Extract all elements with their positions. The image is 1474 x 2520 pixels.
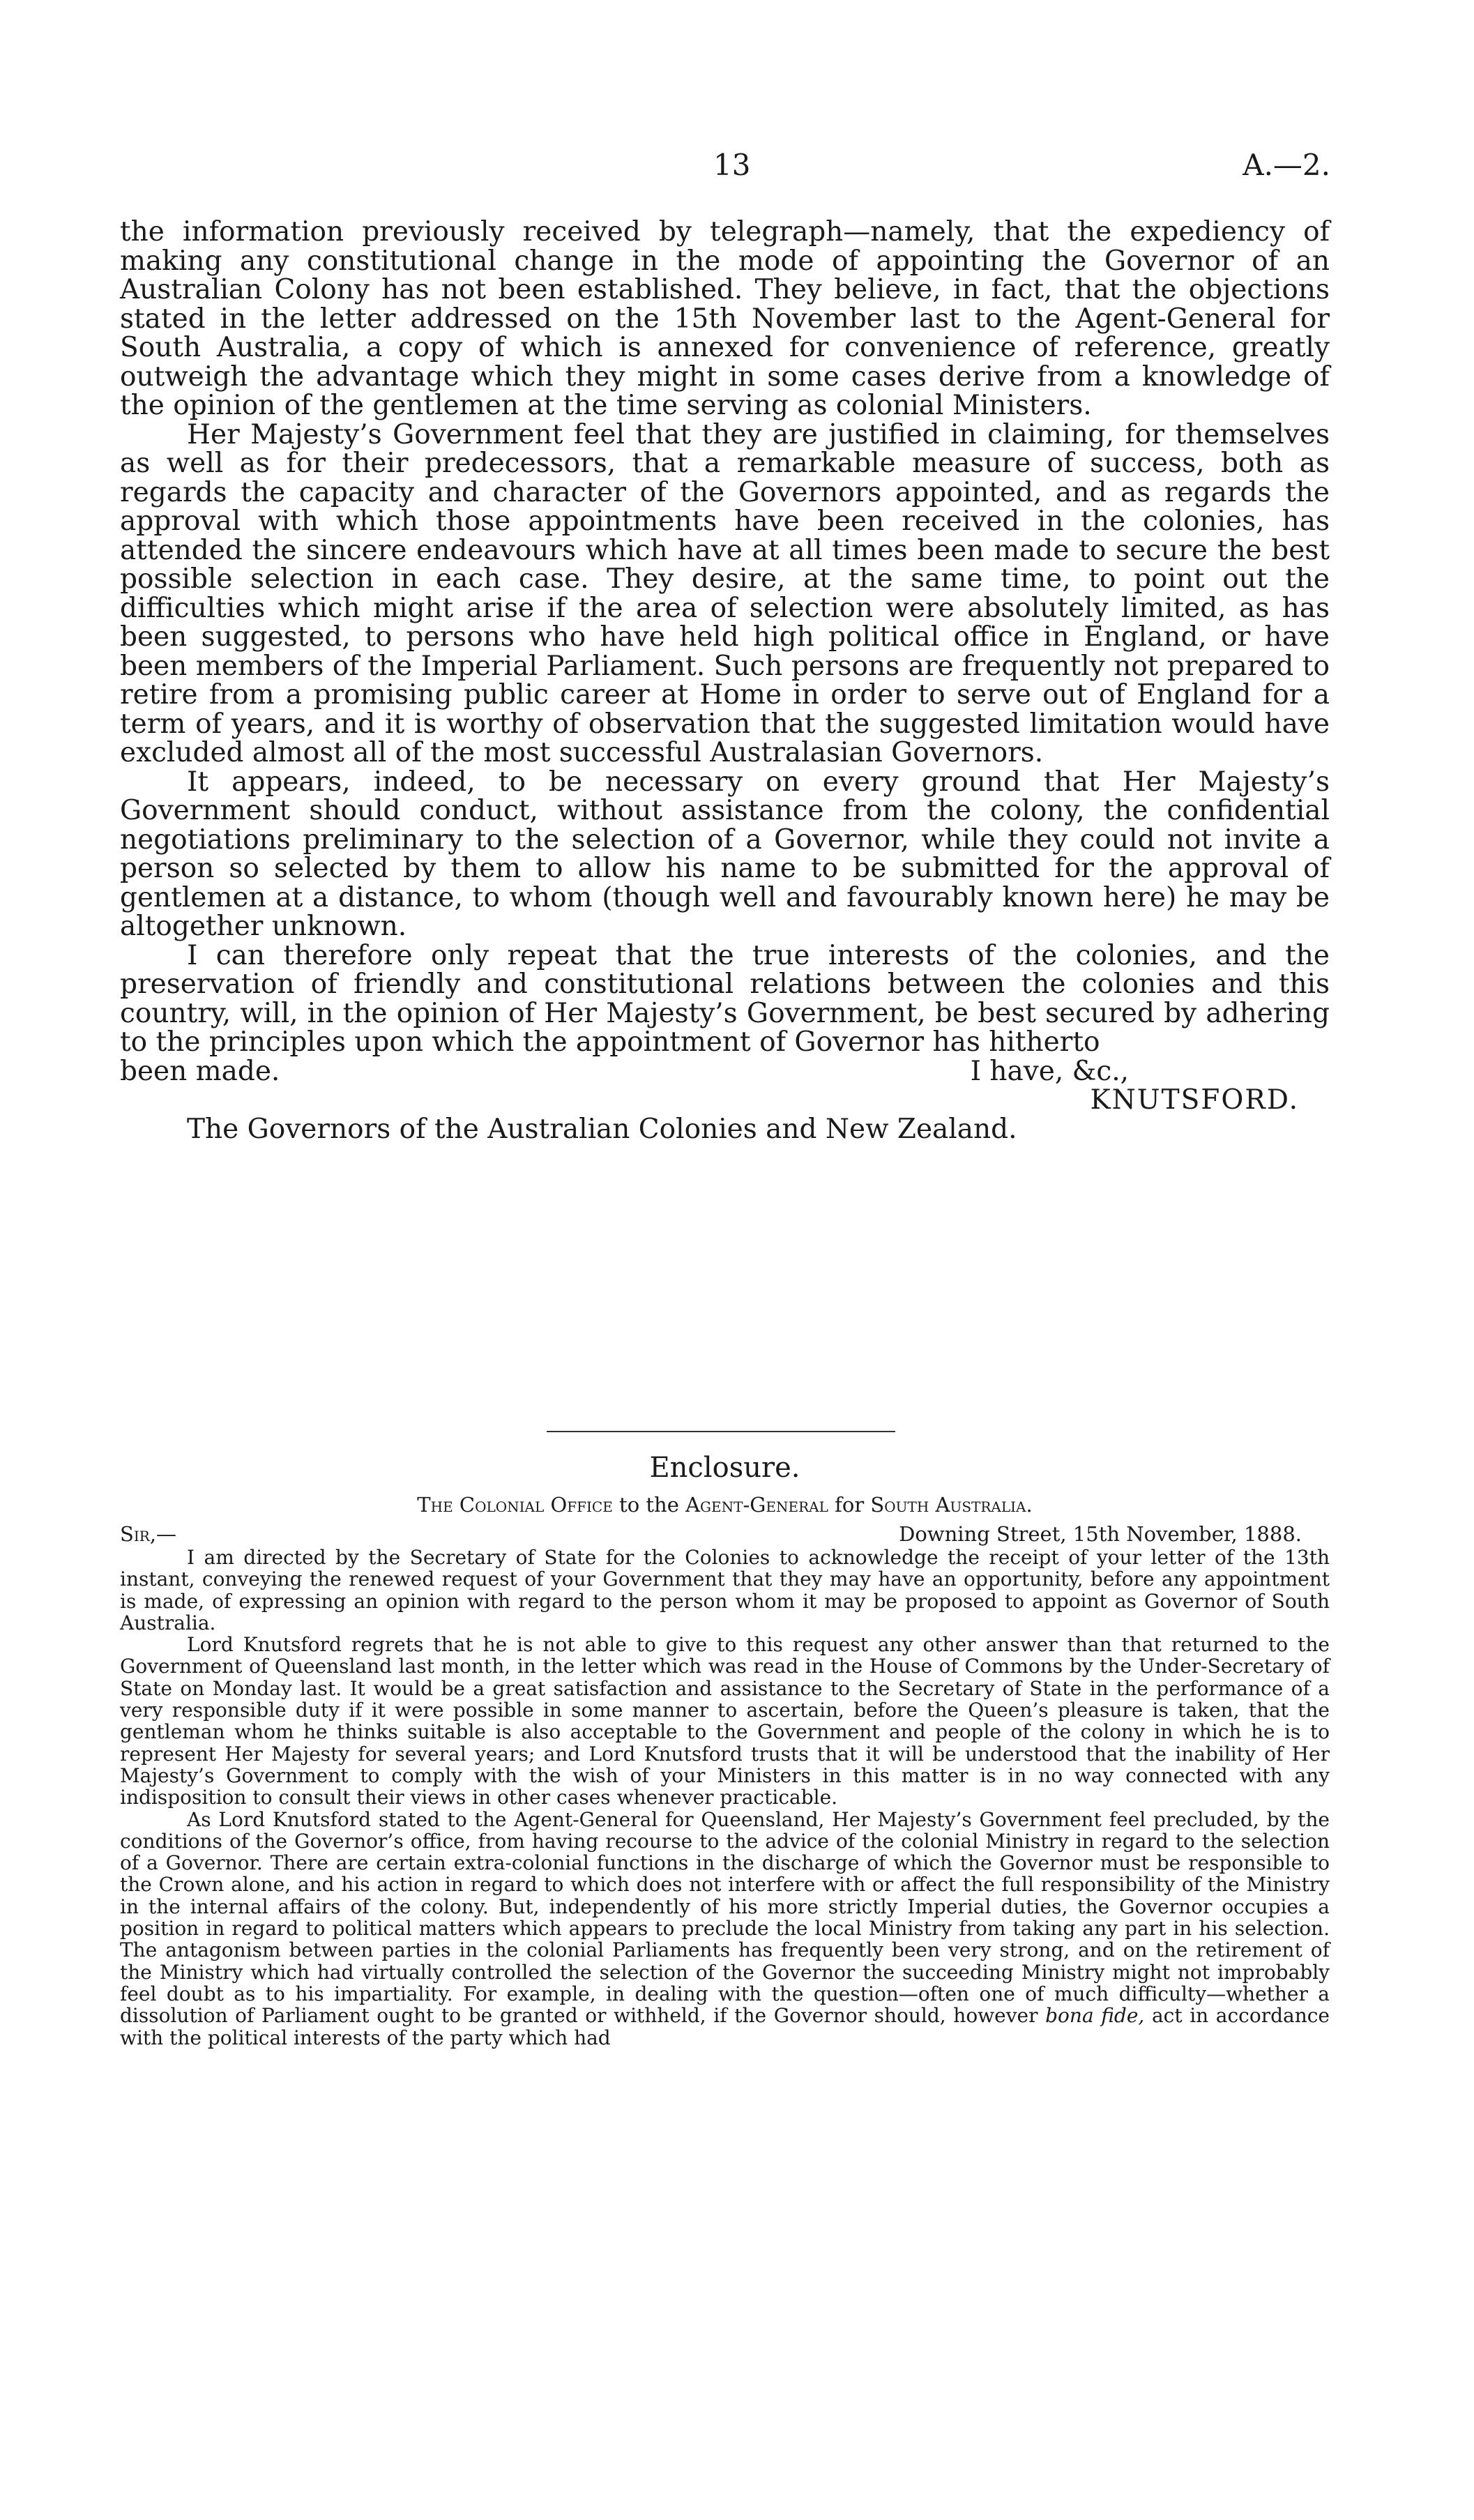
subtitle-to-word: to the xyxy=(619,1493,679,1517)
letter-paragraph: the information previously received by telegraph—namely, that the expediency of making any constitutional change in the mode of appointing the Governor of an Australian Colony has not been established. They believe, in fact, that the objections stated in the letter addressed on the 15th November last to the Agent-General for South Australia, a copy of which is annexed for convenience of reference, greatly outweigh the advantage which they might in some cases derive from a knowledge of the opinion of the gentlemen at the time serving as colonial Ministers. xyxy=(120,216,1330,421)
page-number: 13 xyxy=(713,148,751,182)
letter-closing xyxy=(120,1057,1330,1086)
letter-paragraph: It appears, indeed, to be necessary on every ground that Her Majesty’s Government should conduct, without assistance from the colony, the confidential negotiations preliminary to the selection of a Governor, while they could not invite a person so selected by them to allow his name to be submitted for the approval of gentlemen at a distance, to whom (though well and favourably known here) he may be altogether unknown. xyxy=(120,766,1330,942)
enclosure-paragraph-tail: act in accordance with the political interests of the party which had xyxy=(120,2004,1330,2049)
enclosure-paragraph: I am directed by the Secretary of State for the Colonies to acknowledge the receipt of your letter of the 13th instant, conveying the renewed request of your Government that they may have an opportunity, before any appointment is made, of expressing an opinion with regard to the person whom it may be proposed to appoint as Governor of South Australia. xyxy=(120,1546,1330,1634)
subtitle-place: South Australia. xyxy=(870,1493,1033,1517)
subtitle-recipient: Agent-General xyxy=(685,1493,828,1517)
subtitle-from: The Colonial Office xyxy=(417,1493,613,1517)
letter-paragraph: I can therefore only repeat that the true interests of the colonies, and the preservation of friendly and constitutional relations between the colonies and this country, will, in the opinion of Her Majesty’s Government, be best secured by adhering to the principles upon which the appointment of Governor has hitherto xyxy=(120,939,1330,1058)
closing-left: been made. xyxy=(120,1055,280,1087)
closing-right: I have, &c., xyxy=(970,1055,1129,1087)
enclosure-section xyxy=(120,1449,1330,2049)
enclosure-heading-row xyxy=(120,1521,1330,1547)
enclosure-body xyxy=(120,1547,1330,2049)
dateline: Downing Street, 15th November, 1888. xyxy=(899,1522,1302,1546)
enclosure-title: Enclosure. xyxy=(649,1452,800,1484)
letter-body xyxy=(120,218,1330,1144)
page-header xyxy=(0,148,1474,190)
signature: KNUTSFORD. xyxy=(1090,1084,1299,1116)
salutation: Sir,— xyxy=(120,1522,177,1546)
addressee: The Governors of the Australian Colonies and New Zealand. xyxy=(187,1113,1017,1145)
page-reference: A.—2. xyxy=(1243,148,1330,182)
italic-phrase: bona fide, xyxy=(1045,2004,1145,2028)
letter-paragraph: Her Majesty’s Government feel that they are justified in claiming, for themselves as well as for their predecessors, that a remarkable measure of success, both as regards the capacity and character of the Governors appointed, and as regards the approval with which those appointments have been received in the colonies, has attended the sincere endeavours which have at all times been made to secure the best possible selection in each case. They desire, at the same time, to point out the difficulties which might arise if the area of selection were absolutely limited, as has been suggested, to persons who have held high political office in England, or have been members of the Imperial Parliament. Such persons are frequently not prepared to retire from a promising public career at Home in order to serve out of England for a term of years, and it is worthy of observation that the suggested limitation would have excluded almost all of the most successful Australasian Governors. xyxy=(120,418,1330,768)
enclosure-paragraph: Lord Knutsford regrets that he is not able to give to this request any other answer than that returned to the Government of Queensland last month, in the letter which was read in the House of Commons by the Under-Secretary of State on Monday last. It would be a great satisfaction and assistance to the Secretary of State in the performance of a very responsible duty if it were possible in some manner to ascertain, before the Queen’s pleasure is taken, that the gentleman whom he thinks suitable is also acceptable to the Government and people of the colony in which he is to represent Her Majesty for several years; and Lord Knutsford trusts that it will be understood that the inability of Her Majesty’s Government to comply with the wish of your Ministers in this matter is in no way connected with any indisposition to consult their views in other cases whenever practicable. xyxy=(120,1633,1330,1809)
enclosure-subtitle xyxy=(120,1491,1330,1519)
enclosure-paragraph-text: As Lord Knutsford stated to the Agent-General for Queensland, Her Majesty’s Government feel precluded, by the conditions of the Governor’s office, from having recourse to the advice of the colonial Ministry in regard to the selection of a Governor. There are certain extra-colonial functions in the discharge of which the Governor must be responsible to the Crown alone, and his action in regard to which does not interfere with or affect the full responsibility of the Ministry in the internal affairs of the colony. But, independently of his more strictly Imperial duties, the Governor occupies a position in regard to political matters which appears to preclude the local Ministry from taking any part in his selection. The antagonism between parties in the colonial Parliaments has frequently been very strong, and on the retirement of the Ministry which had virtually controlled the selection of the Governor the succeeding Ministry might not improbably feel doubt as to his impartiality. For example, in dealing with the question—often one of much difficulty—whether a dissolution of Parliament ought to be granted or withheld, if the Governor should, however xyxy=(120,1807,1330,2028)
enclosure-paragraph xyxy=(120,1809,1330,2049)
subtitle-for-word: for xyxy=(835,1493,865,1517)
section-divider xyxy=(547,1431,895,1432)
